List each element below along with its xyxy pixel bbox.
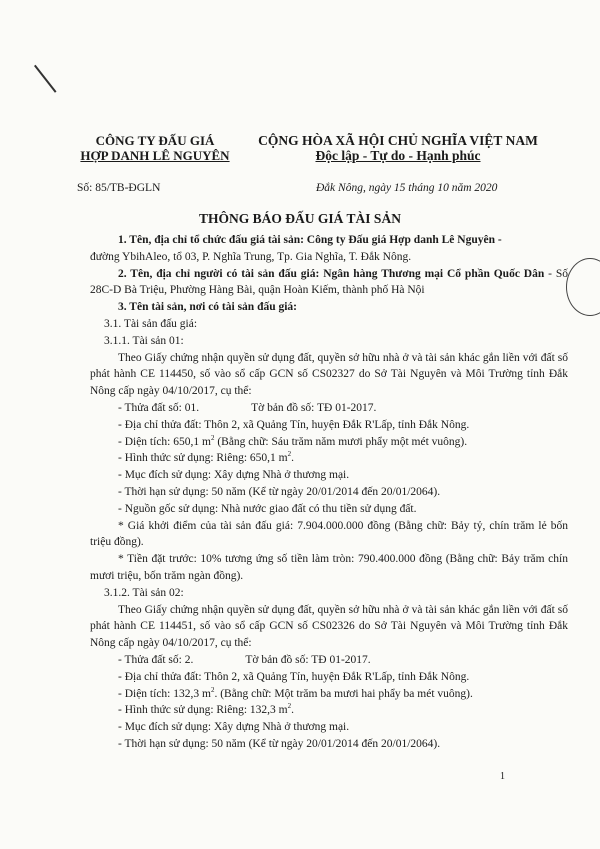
document-body bbox=[90, 232, 568, 753]
asset-2-heading: 3.1.2. Tài sản 02: bbox=[104, 586, 184, 599]
asset-2-parcel-number: - Thửa đất số: 2. bbox=[118, 653, 194, 666]
asset-1-origin: - Nguồn gốc sử dụng: Nhà nước giao đất có thu tiền sử dụng đất. bbox=[118, 502, 417, 515]
section-1-heading: 1. Tên, địa chỉ tổ chức đấu giá tài sản: Công ty Đấu giá Hợp danh Lê Nguyên - bbox=[118, 234, 502, 246]
asset-2-term: - Thời hạn sử dụng: 50 năm (Kể từ ngày 20/01/2014 đến 20/01/2064). bbox=[118, 737, 441, 750]
asset-1-usage-form-end: . bbox=[291, 452, 294, 465]
asset-2-usage-form-end: . bbox=[291, 704, 294, 717]
asset-2-intro: Theo Giấy chứng nhận quyền sử dụng đất, quyền sở hữu nhà ở và tài sản khác gắn liền với đất số phát hành CE 114451, số vào sổ cấp GCN số CS02326 do Sở Tài Nguyên và Môi Trường tỉnh Đắk Nông cấp ngày 04/10/2017, cụ thể: bbox=[90, 603, 568, 650]
asset-2-purpose: - Mục đích sử dụng: Xây dựng Nhà ở thương mại. bbox=[118, 721, 350, 734]
asset-2-area-value: - Diện tích: 132,3 m bbox=[118, 687, 211, 700]
asset-2-area bbox=[90, 686, 568, 703]
asset-2-usage-form bbox=[90, 702, 568, 719]
org-name-line1: CÔNG TY ĐẤU GIÁ bbox=[95, 133, 215, 148]
asset-2-address: - Địa chỉ thửa đất: Thôn 2, xã Quảng Tín, huyện Đắk R'Lấp, tỉnh Đắk Nông. bbox=[118, 670, 470, 683]
national-header bbox=[248, 133, 548, 163]
asset-1-intro: Theo Giấy chứng nhận quyền sử dụng đất, quyền sở hữu nhà ở và tài sản khác gắn liền với đất số phát hành CE 114450, số vào sổ cấp GCN số CS02327 do Sở Tài Nguyên và Môi Trường tỉnh Đắk Nông cấp ngày 04/10/2017, cụ thể: bbox=[90, 351, 568, 398]
asset-1-area bbox=[90, 434, 568, 451]
asset-1-heading: 3.1.1. Tài sản 01: bbox=[104, 334, 184, 347]
asset-2-usage-form-sup: 2 bbox=[287, 702, 292, 711]
section-2-address: - Số 28C-D Bà Triệu, Phường Hàng Bài, quận Hoàn Kiếm, thành phố Hà Nội bbox=[90, 267, 568, 297]
asset-2-area-unit-sup: 2 bbox=[210, 685, 215, 694]
asset-1-map-sheet: Tờ bản đồ số: TĐ 01-2017. bbox=[251, 401, 377, 414]
asset-1-parcel-number: - Thửa đất số: 01. bbox=[118, 401, 200, 414]
asset-1-start-price: * Giá khởi điểm của tài sản đấu giá: 7.904.000.000 đồng (Bằng chữ: Bảy tỷ, chín trăm lẻ bốn triệu đồng). bbox=[90, 519, 568, 549]
section-2-heading: 2. Tên, địa chỉ người có tài sản đấu giá: Ngân hàng Thương mại Cổ phần Quốc Dân bbox=[118, 267, 545, 280]
organization-header bbox=[70, 133, 240, 163]
section-2 bbox=[90, 266, 568, 300]
asset-1-purpose: - Mục đích sử dụng: Xây dựng Nhà ở thương mại. bbox=[118, 469, 350, 482]
asset-2-map-sheet: Tờ bản đồ số: TĐ 01-2017. bbox=[245, 653, 371, 666]
asset-1-term: - Thời hạn sử dụng: 50 năm (Kể từ ngày 20/01/2014 đến 20/01/2064). bbox=[118, 485, 441, 498]
asset-1-area-unit-sup: 2 bbox=[210, 433, 215, 442]
nation-motto: Độc lập - Tự do - Hạnh phúc bbox=[315, 148, 481, 163]
org-name-line2: HỢP DANH LÊ NGUYÊN bbox=[80, 148, 230, 163]
document-title: THÔNG BÁO ĐẤU GIÁ TÀI SẢN bbox=[199, 211, 401, 226]
section-3-heading: 3. Tên tài sản, nơi có tài sản đấu giá: bbox=[118, 301, 298, 314]
asset-2-area-words: . (Bằng chữ: Một trăm ba mươi hai phẩy ba mét vuông). bbox=[214, 687, 473, 700]
asset-1-area-words: (Bằng chữ: Sáu trăm năm mươi phẩy một mét vuông). bbox=[214, 435, 468, 448]
asset-2-parcel bbox=[90, 652, 568, 669]
asset-1-deposit: * Tiền đặt trước: 10% tương ứng số tiền làm tròn: 790.400.000 đồng (Bằng chữ: Bảy trăm chín mươi triệu, bốn trăm ngàn đồng). bbox=[90, 553, 568, 582]
asset-2-usage-form-text: - Hình thức sử dụng: Riêng: 132,3 m bbox=[118, 704, 288, 717]
section-3-1-heading: 3.1. Tài sản đấu giá: bbox=[104, 317, 198, 330]
page-number: 1 bbox=[500, 771, 505, 782]
nation-title: CỘNG HÒA XÃ HỘI CHỦ NGHĨA VIỆT NAM bbox=[258, 133, 538, 148]
asset-1-usage-form-sup: 2 bbox=[287, 450, 292, 459]
asset-1-parcel bbox=[90, 400, 568, 417]
section-1-address: đường YbihAleo, tổ 03, P. Nghĩa Trung, Tp. Gia Nghĩa, T. Đắk Nông. bbox=[90, 250, 412, 263]
pen-mark bbox=[34, 65, 57, 93]
document-date: Đắk Nông, ngày 15 tháng 10 năm 2020 bbox=[316, 182, 498, 194]
asset-1-area-value: - Diện tích: 650,1 m bbox=[118, 435, 211, 448]
asset-1-usage-form bbox=[90, 450, 568, 467]
stamp-seal bbox=[566, 258, 600, 316]
document-number: Số: 85/TB-ĐGLN bbox=[77, 182, 161, 194]
section-1 bbox=[90, 232, 568, 249]
asset-1-address: - Địa chỉ thửa đất: Thôn 2, xã Quảng Tín, huyện Đắk R'Lấp, tỉnh Đắk Nông. bbox=[118, 418, 470, 431]
asset-1-usage-form-text: - Hình thức sử dụng: Riêng: 650,1 m bbox=[118, 452, 288, 465]
